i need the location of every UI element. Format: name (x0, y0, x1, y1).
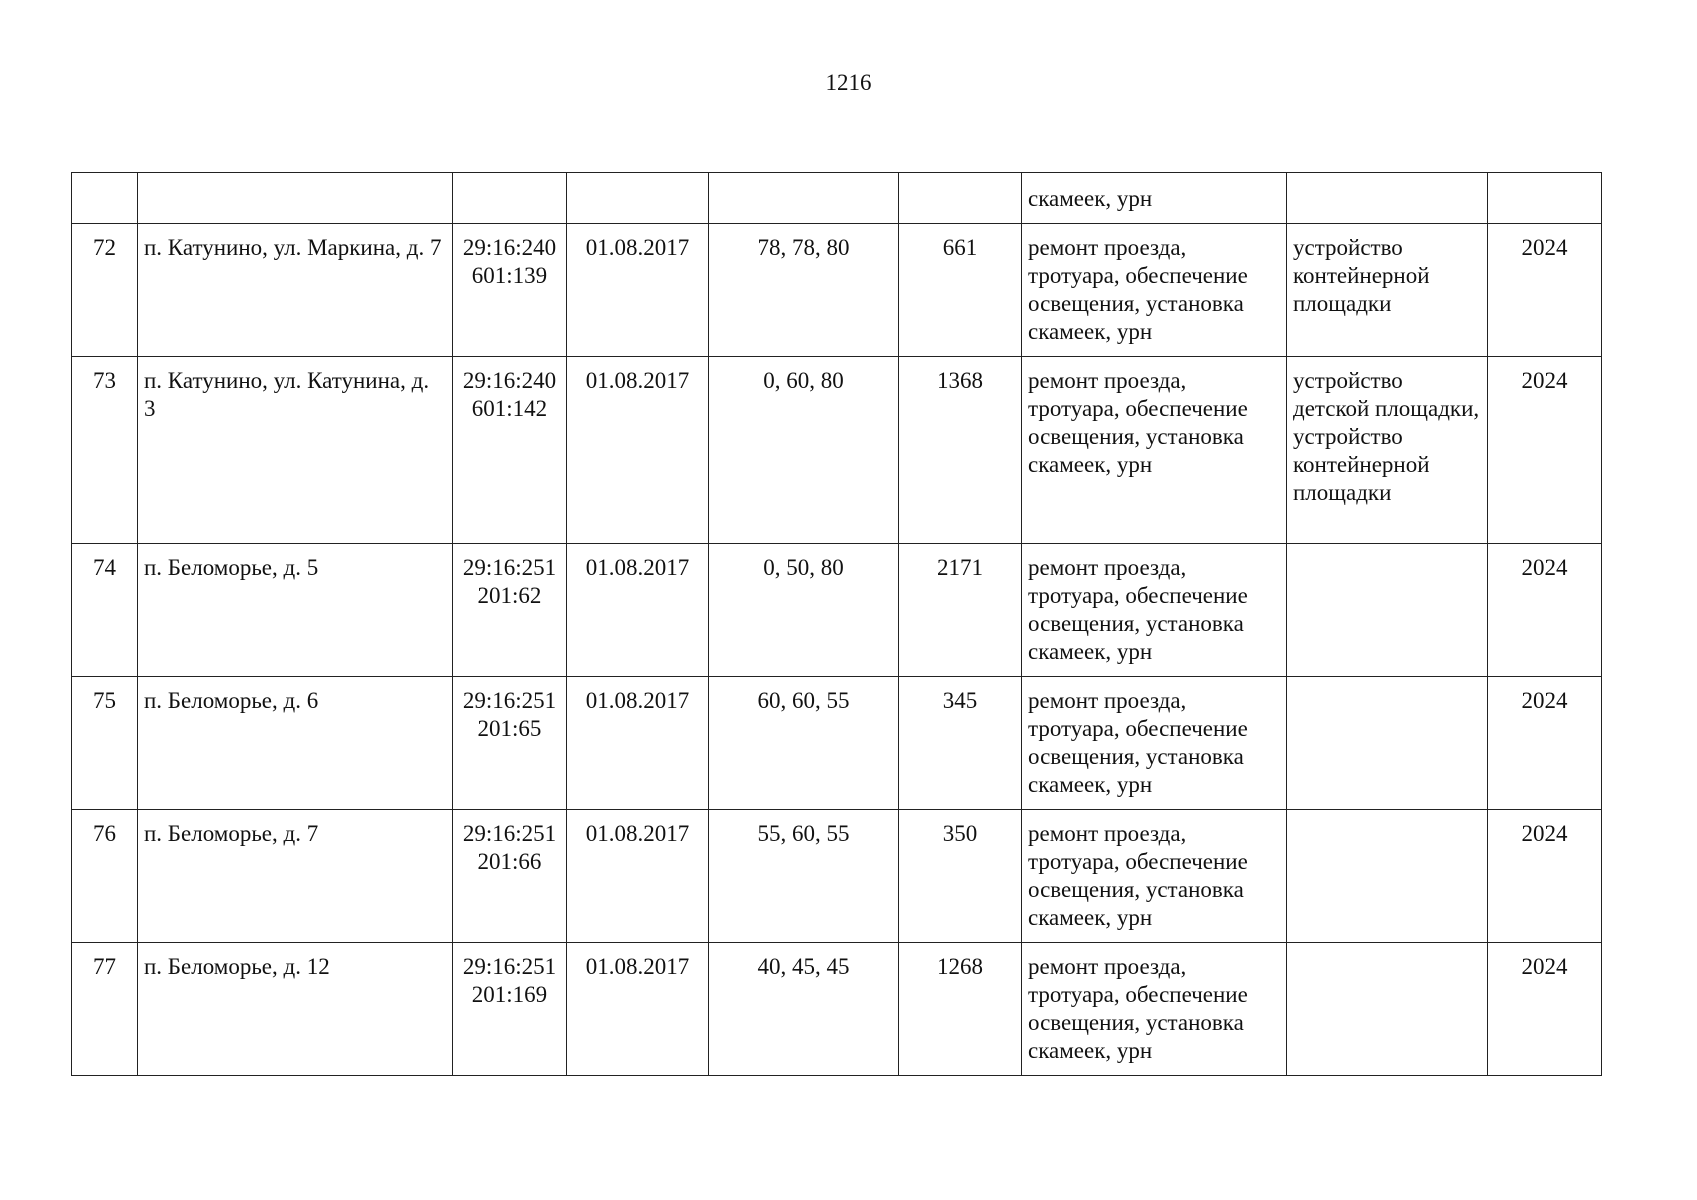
additional-work-cell (1287, 810, 1488, 943)
year-cell: 2024 (1488, 544, 1602, 677)
table-row (72, 677, 1602, 810)
continuation-row (72, 173, 1602, 224)
area-cell: 345 (899, 677, 1022, 810)
area-cell: 350 (899, 810, 1022, 943)
additional-work-cell (1287, 943, 1488, 1076)
cadastral-number-cell: 29:16:251 201:62 (453, 544, 567, 677)
work-list-cell: ремонт проезда, тротуара, обеспечение освещения, установка скамеек, урн (1022, 943, 1287, 1076)
wear-percent-cell: 55, 60, 55 (709, 810, 899, 943)
row-number-cell: 76 (72, 810, 138, 943)
page-number: 1216 (825, 70, 872, 95)
wear-percent-cell: 40, 45, 45 (709, 943, 899, 1076)
work-list-cell: ремонт проезда, тротуара, обеспечение освещения, установка скамеек, урн (1022, 677, 1287, 810)
year-cell: 2024 (1488, 943, 1602, 1076)
cadastral-number-cell: 29:16:240 601:139 (453, 224, 567, 357)
additional-work-cell: устройство детской площадки, устройство контейнерной площадки (1287, 357, 1488, 544)
date-cell: 01.08.2017 (567, 357, 709, 544)
area-cell: 2171 (899, 544, 1022, 677)
wear-percent-cell: 78, 78, 80 (709, 224, 899, 357)
table-row (72, 357, 1602, 544)
address-cell: п. Беломорье, д. 5 (138, 544, 453, 677)
row-number-cell: 73 (72, 357, 138, 544)
additional-work-cell (1287, 677, 1488, 810)
address-cell: п. Беломорье, д. 7 (138, 810, 453, 943)
area-cell: 1268 (899, 943, 1022, 1076)
date-cell: 01.08.2017 (567, 224, 709, 357)
work-list-cell: ремонт проезда, тротуара, обеспечение освещения, установка скамеек, урн (1022, 357, 1287, 544)
wear-percent-cell: 0, 60, 80 (709, 357, 899, 544)
cadastral-number-cell: 29:16:251 201:66 (453, 810, 567, 943)
row-number-cell: 72 (72, 224, 138, 357)
date-cell (567, 173, 709, 224)
date-cell: 01.08.2017 (567, 810, 709, 943)
housing-register-table (71, 172, 1602, 1076)
date-cell: 01.08.2017 (567, 544, 709, 677)
address-cell (138, 173, 453, 224)
row-number-cell (72, 173, 138, 224)
table-row (72, 544, 1602, 677)
area-cell (899, 173, 1022, 224)
area-cell: 1368 (899, 357, 1022, 544)
address-cell: п. Беломорье, д. 12 (138, 943, 453, 1076)
row-number-cell: 74 (72, 544, 138, 677)
additional-work-cell (1287, 173, 1488, 224)
date-cell: 01.08.2017 (567, 677, 709, 810)
cadastral-number-cell: 29:16:240 601:142 (453, 357, 567, 544)
additional-work-cell (1287, 544, 1488, 677)
row-number-cell: 75 (72, 677, 138, 810)
work-list-cell: ремонт проезда, тротуара, обеспечение освещения, установка скамеек, урн (1022, 810, 1287, 943)
table-row (72, 810, 1602, 943)
address-cell: п. Катунино, ул. Катунина, д. 3 (138, 357, 453, 544)
year-cell: 2024 (1488, 677, 1602, 810)
table-row (72, 224, 1602, 357)
row-number-cell: 77 (72, 943, 138, 1076)
date-cell: 01.08.2017 (567, 943, 709, 1076)
address-cell: п. Беломорье, д. 6 (138, 677, 453, 810)
year-cell: 2024 (1488, 810, 1602, 943)
work-list-cell: скамеек, урн (1022, 173, 1287, 224)
work-list-cell: ремонт проезда, тротуара, обеспечение освещения, установка скамеек, урн (1022, 544, 1287, 677)
wear-percent-cell: 60, 60, 55 (709, 677, 899, 810)
work-list-cell: ремонт проезда, тротуара, обеспечение освещения, установка скамеек, урн (1022, 224, 1287, 357)
wear-percent-cell (709, 173, 899, 224)
area-cell: 661 (899, 224, 1022, 357)
cadastral-number-cell: 29:16:251 201:169 (453, 943, 567, 1076)
year-cell: 2024 (1488, 224, 1602, 357)
cadastral-number-cell (453, 173, 567, 224)
cadastral-number-cell: 29:16:251 201:65 (453, 677, 567, 810)
additional-work-cell: устройство контейнерной площадки (1287, 224, 1488, 357)
wear-percent-cell: 0, 50, 80 (709, 544, 899, 677)
year-cell: 2024 (1488, 357, 1602, 544)
table-row (72, 943, 1602, 1076)
year-cell (1488, 173, 1602, 224)
address-cell: п. Катунино, ул. Маркина, д. 7 (138, 224, 453, 357)
